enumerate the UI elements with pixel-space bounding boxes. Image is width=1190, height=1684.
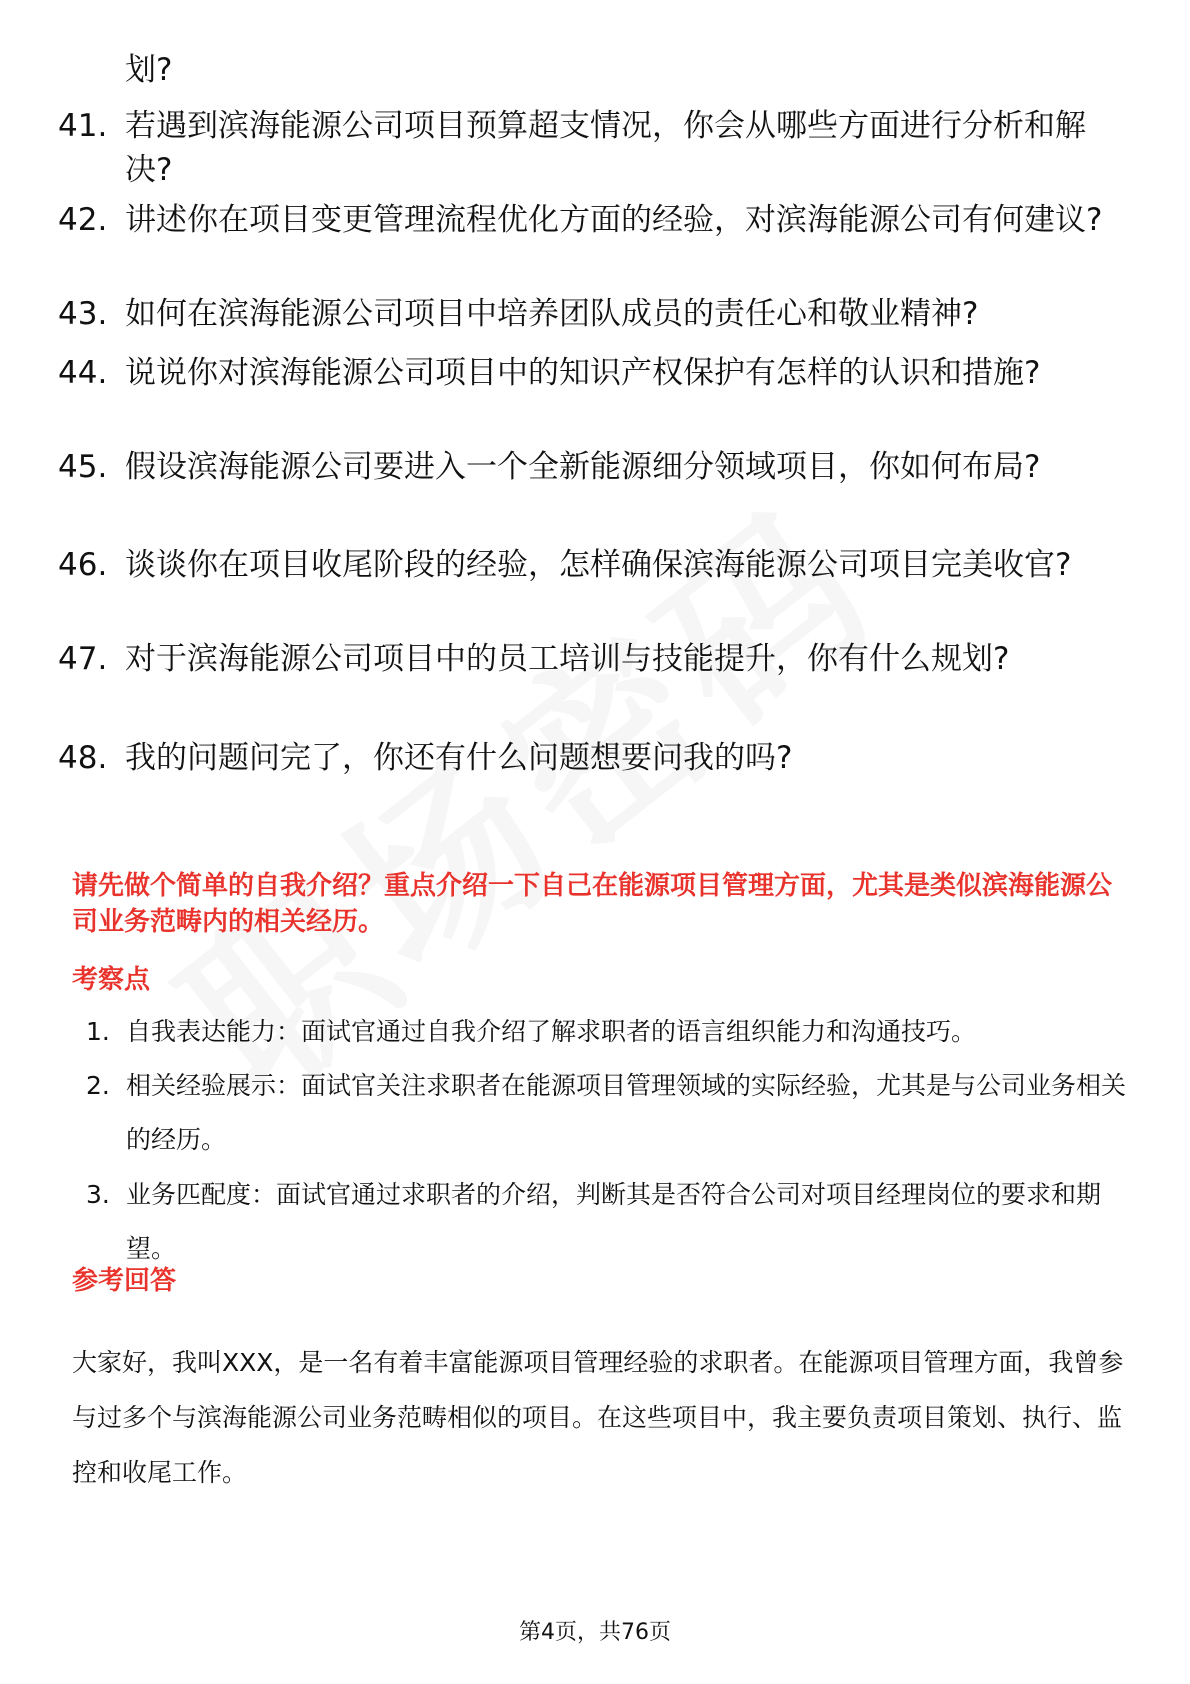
question-text: 假设滨海能源公司要进入一个全新能源细分领域项目，你如何布局? xyxy=(125,449,1041,485)
question-text: 我的问题问完了，你还有什么问题想要问我的吗? xyxy=(125,740,793,776)
question-text: 若遇到滨海能源公司项目预算超支情况，你会从哪些方面进行分析和解决? xyxy=(125,108,1086,188)
question-number: 42. xyxy=(58,202,108,238)
question-text: 谈谈你在项目收尾阶段的经验，怎样确保滨海能源公司项目完美收官? xyxy=(125,547,1072,583)
question-text: 说说你对滨海能源公司项目中的知识产权保护有怎样的认识和措施? xyxy=(125,355,1041,391)
page-footer: 第4页，共76页 xyxy=(519,1620,671,1645)
question-number: 43. xyxy=(58,296,108,332)
question-item xyxy=(58,351,1138,395)
question-item xyxy=(58,543,1138,587)
question-item xyxy=(58,292,1138,336)
question-number: 41. xyxy=(58,108,108,144)
question-continuation: 划? xyxy=(125,52,173,88)
point-number: 1. xyxy=(86,1017,110,1046)
point-text: 自我表达能力：面试官通过自我介绍了解求职者的语言组织能力和沟通技巧。 xyxy=(126,1017,977,1046)
question-item xyxy=(58,445,1138,489)
question-number: 44. xyxy=(58,355,108,391)
point-number: 3. xyxy=(86,1180,110,1209)
question-item xyxy=(58,637,1138,681)
reference-heading: 参考回答 xyxy=(72,1266,177,1296)
question-item xyxy=(58,104,1138,192)
question-text: 对于滨海能源公司项目中的员工培训与技能提升，你有什么规划? xyxy=(125,641,1010,677)
question-number: 46. xyxy=(58,547,108,583)
examination-point xyxy=(86,1059,1136,1167)
question-text: 如何在滨海能源公司项目中培养团队成员的责任心和敬业精神? xyxy=(125,296,979,332)
reference-answer: 大家好，我叫XXX，是一名有着丰富能源项目管理经验的求职者。在能源项目管理方面，我曾参与过多个与滨海能源公司业务范畴相似的项目。在这些项目中，我主要负责项目策划、执行、监控和收尾工作。 xyxy=(72,1348,1124,1487)
point-text: 业务匹配度：面试官通过求职者的介绍，判断其是否符合公司对项目经理岗位的要求和期望。 xyxy=(126,1180,1102,1263)
point-number: 2. xyxy=(86,1071,110,1100)
question-item xyxy=(58,736,1138,780)
question-number: 45. xyxy=(58,449,108,485)
question-number: 48. xyxy=(58,740,108,776)
examination-point xyxy=(86,1168,1136,1276)
examination-heading: 考察点 xyxy=(72,965,151,995)
point-text: 相关经验展示：面试官关注求职者在能源项目管理领域的实际经验，尤其是与公司业务相关的经历。 xyxy=(126,1071,1127,1154)
question-text: 讲述你在项目变更管理流程优化方面的经验，对滨海能源公司有何建议? xyxy=(125,202,1103,238)
highlight-question: 请先做个简单的自我介绍？重点介绍一下自己在能源项目管理方面，尤其是类似滨海能源公司业务范畴内的相关经历。 xyxy=(72,871,1113,937)
question-number: 47. xyxy=(58,641,108,677)
examination-point xyxy=(86,1005,1136,1059)
question-item xyxy=(58,198,1138,242)
